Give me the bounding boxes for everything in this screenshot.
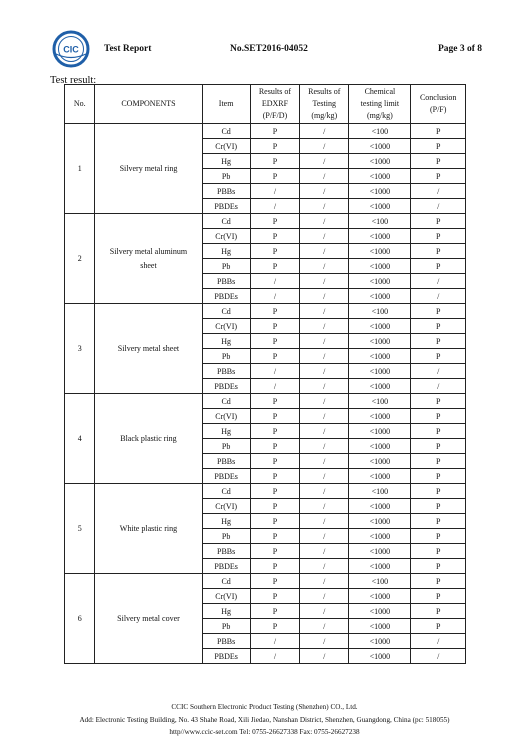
cell-item: Cd (202, 214, 250, 229)
cell-edxrf: P (250, 259, 299, 274)
header-limit-line: (mg/kg) (367, 111, 393, 120)
cell-limit: <100 (349, 574, 411, 589)
component-name-line: Silvery metal aluminum (109, 246, 188, 256)
cell-testing: / (300, 319, 349, 334)
header-edxrf-line: EDXRF (261, 99, 289, 108)
header-limit-line: Chemical (364, 87, 396, 96)
company-logo (52, 30, 90, 68)
cell-limit: <1000 (349, 199, 411, 214)
cell-edxrf: P (250, 514, 299, 529)
table-row (65, 124, 466, 139)
cell-edxrf: P (250, 439, 299, 454)
header-item: Item (202, 85, 250, 124)
footer-contact: http//www.ccic-set.com Tel: 0755-26627338 Fax: 0755-26627238 (169, 728, 360, 736)
cell-conclusion: P (411, 394, 466, 409)
logo-text: CIC (63, 44, 79, 55)
cell-item: Pb (202, 169, 250, 184)
cell-limit: <1000 (349, 274, 411, 289)
cell-testing: / (300, 139, 349, 154)
component-name (95, 214, 202, 304)
header-edxrf-line: (P/F/D) (262, 111, 288, 120)
results-body (65, 124, 466, 664)
cell-testing: / (300, 634, 349, 649)
cell-limit: <1000 (349, 499, 411, 514)
cell-conclusion: P (411, 604, 466, 619)
cell-item: Pb (202, 349, 250, 364)
cell-testing: / (300, 379, 349, 394)
table-header-row (65, 85, 466, 124)
cell-limit: <100 (349, 214, 411, 229)
cell-testing: / (300, 574, 349, 589)
cell-testing: / (300, 589, 349, 604)
cell-edxrf: / (250, 274, 299, 289)
cell-edxrf: P (250, 619, 299, 634)
cell-item: Hg (202, 424, 250, 439)
cell-limit: <1000 (349, 649, 411, 664)
cell-testing: / (300, 199, 349, 214)
cell-limit: <1000 (349, 529, 411, 544)
cell-conclusion: / (411, 199, 466, 214)
cell-conclusion: P (411, 139, 466, 154)
cell-conclusion: P (411, 469, 466, 484)
component-name-line: Silvery metal cover (117, 613, 180, 623)
cell-limit: <1000 (349, 349, 411, 364)
component-name-line: Black plastic ring (120, 433, 177, 443)
cell-conclusion: P (411, 259, 466, 274)
cell-item: PBBs (202, 544, 250, 559)
cell-testing: / (300, 124, 349, 139)
cell-edxrf: P (250, 574, 299, 589)
component-name (95, 304, 202, 394)
cell-testing: / (300, 469, 349, 484)
cell-limit: <1000 (349, 364, 411, 379)
cell-testing: / (300, 154, 349, 169)
component-number: 3 (65, 304, 95, 394)
cell-edxrf: / (250, 199, 299, 214)
cell-conclusion: P (411, 499, 466, 514)
cell-limit: <1000 (349, 424, 411, 439)
cell-item: Cd (202, 574, 250, 589)
cell-conclusion: P (411, 559, 466, 574)
cell-item: Pb (202, 529, 250, 544)
component-name-line: White plastic ring (119, 523, 178, 533)
test-result-label: Test result: (50, 75, 97, 86)
header-limit (349, 85, 411, 124)
cell-testing: / (300, 349, 349, 364)
cell-item: PBDEs (202, 289, 250, 304)
footer-address: Add: Electronic Testing Building, No. 43 Shahe Road, Xili Jiedao, Nanshan District, Shenzhen, Guangdong, China (pc: 518055) (79, 716, 450, 724)
cell-item: PBBs (202, 634, 250, 649)
cell-conclusion: P (411, 454, 466, 469)
footer-company: CCIC Southern Electronic Product Testing (Shenzhen) CO., Ltd. (171, 703, 358, 711)
cell-limit: <1000 (349, 139, 411, 154)
cell-conclusion: / (411, 379, 466, 394)
cell-edxrf: P (250, 139, 299, 154)
cell-limit: <1000 (349, 229, 411, 244)
cell-conclusion: P (411, 169, 466, 184)
cell-limit: <1000 (349, 244, 411, 259)
cell-edxrf: P (250, 499, 299, 514)
cell-limit: <100 (349, 394, 411, 409)
cell-conclusion: P (411, 304, 466, 319)
cell-item: Cr(VI) (202, 229, 250, 244)
cell-edxrf: / (250, 634, 299, 649)
component-name-line: sheet (140, 260, 157, 270)
cell-item: Cr(VI) (202, 409, 250, 424)
header-no: No. (65, 85, 95, 124)
cell-edxrf: P (250, 304, 299, 319)
cell-testing: / (300, 544, 349, 559)
cell-item: Cd (202, 124, 250, 139)
cell-limit: <100 (349, 484, 411, 499)
cell-testing: / (300, 559, 349, 574)
cell-conclusion: P (411, 619, 466, 634)
cell-testing: / (300, 439, 349, 454)
cell-edxrf: / (250, 184, 299, 199)
cell-testing: / (300, 274, 349, 289)
cell-limit: <100 (349, 304, 411, 319)
cell-testing: / (300, 604, 349, 619)
cell-limit: <1000 (349, 514, 411, 529)
cell-conclusion: P (411, 574, 466, 589)
component-name (95, 574, 202, 664)
cell-edxrf: P (250, 244, 299, 259)
cell-conclusion: / (411, 634, 466, 649)
cell-item: PBBs (202, 364, 250, 379)
cell-edxrf: P (250, 559, 299, 574)
cell-limit: <1000 (349, 184, 411, 199)
header-testing-line: (mg/kg) (311, 111, 338, 120)
cell-testing: / (300, 394, 349, 409)
cell-item: Hg (202, 154, 250, 169)
cell-testing: / (300, 244, 349, 259)
cell-testing: / (300, 289, 349, 304)
header-conclusion-line: (P/F) (429, 105, 447, 114)
component-name-line: Silvery metal ring (119, 163, 178, 173)
cell-item: Cd (202, 304, 250, 319)
cell-edxrf: / (250, 289, 299, 304)
cell-item: Hg (202, 334, 250, 349)
cell-edxrf: P (250, 319, 299, 334)
cell-testing: / (300, 619, 349, 634)
cell-limit: <1000 (349, 169, 411, 184)
cell-conclusion: / (411, 184, 466, 199)
table-row (65, 484, 466, 499)
table-row (65, 214, 466, 229)
cell-conclusion: P (411, 484, 466, 499)
header-edxrf (250, 85, 299, 124)
cell-item: Pb (202, 259, 250, 274)
cell-limit: <1000 (349, 154, 411, 169)
cell-conclusion: P (411, 424, 466, 439)
component-number: 5 (65, 484, 95, 574)
cell-limit: <1000 (349, 619, 411, 634)
component-name (95, 394, 202, 484)
header-testing-line: Testing (312, 99, 336, 108)
header-edxrf-line: Results of (258, 87, 292, 96)
cell-testing: / (300, 499, 349, 514)
cell-testing: / (300, 484, 349, 499)
component-number: 1 (65, 124, 95, 214)
report-title: Test Report (104, 44, 152, 54)
component-number: 2 (65, 214, 95, 304)
header-testing-line: Results of (308, 87, 341, 96)
cell-item: PBBs (202, 454, 250, 469)
cell-edxrf: P (250, 154, 299, 169)
cell-item: PBDEs (202, 199, 250, 214)
cell-limit: <1000 (349, 634, 411, 649)
cell-item: PBDEs (202, 649, 250, 664)
table-row (65, 304, 466, 319)
cell-testing: / (300, 259, 349, 274)
cell-testing: / (300, 214, 349, 229)
cell-conclusion: P (411, 214, 466, 229)
cell-limit: <1000 (349, 289, 411, 304)
cell-edxrf: P (250, 229, 299, 244)
page-header (52, 30, 482, 70)
cell-conclusion: P (411, 244, 466, 259)
cell-edxrf: P (250, 394, 299, 409)
cell-item: PBBs (202, 184, 250, 199)
header-testing (300, 85, 349, 124)
cell-limit: <1000 (349, 469, 411, 484)
cell-edxrf: P (250, 169, 299, 184)
table-row (65, 394, 466, 409)
header-components: COMPONENTS (95, 85, 202, 124)
cell-conclusion: P (411, 514, 466, 529)
cell-conclusion: P (411, 544, 466, 559)
cell-limit: <1000 (349, 334, 411, 349)
cell-limit: <100 (349, 124, 411, 139)
cell-item: Pb (202, 619, 250, 634)
cell-testing: / (300, 529, 349, 544)
cell-limit: <1000 (349, 319, 411, 334)
cell-conclusion: P (411, 439, 466, 454)
cell-edxrf: P (250, 589, 299, 604)
cell-item: Hg (202, 604, 250, 619)
cell-conclusion: P (411, 409, 466, 424)
component-name (95, 124, 202, 214)
cell-conclusion: P (411, 154, 466, 169)
cell-conclusion: P (411, 334, 466, 349)
cell-testing: / (300, 454, 349, 469)
component-number: 6 (65, 574, 95, 664)
cell-conclusion: P (411, 319, 466, 334)
cell-testing: / (300, 649, 349, 664)
header-limit-line: testing limit (360, 99, 400, 108)
cell-edxrf: P (250, 469, 299, 484)
cell-edxrf: P (250, 409, 299, 424)
cell-conclusion: / (411, 649, 466, 664)
results-table (64, 84, 466, 664)
component-name-line: Silvery metal sheet (117, 343, 180, 353)
cell-edxrf: P (250, 334, 299, 349)
cell-item: PBDEs (202, 559, 250, 574)
table-row (65, 574, 466, 589)
cell-edxrf: P (250, 214, 299, 229)
cell-conclusion: P (411, 349, 466, 364)
cell-edxrf: P (250, 529, 299, 544)
cell-testing: / (300, 334, 349, 349)
component-name (95, 484, 202, 574)
cell-conclusion: P (411, 229, 466, 244)
cell-limit: <1000 (349, 454, 411, 469)
cell-limit: <1000 (349, 379, 411, 394)
cell-edxrf: P (250, 124, 299, 139)
cell-item: Cr(VI) (202, 139, 250, 154)
cell-conclusion: P (411, 124, 466, 139)
cell-item: PBDEs (202, 379, 250, 394)
cell-edxrf: P (250, 454, 299, 469)
cell-limit: <1000 (349, 409, 411, 424)
cell-item: Cd (202, 484, 250, 499)
cell-item: Cd (202, 394, 250, 409)
cell-testing: / (300, 184, 349, 199)
cell-item: Hg (202, 514, 250, 529)
cell-limit: <1000 (349, 589, 411, 604)
cell-item: Hg (202, 244, 250, 259)
page-number: Page 3 of 8 (437, 44, 482, 54)
cell-limit: <1000 (349, 259, 411, 274)
cell-testing: / (300, 514, 349, 529)
cell-limit: <1000 (349, 604, 411, 619)
header-conclusion-line: Conclusion (419, 93, 457, 102)
cell-edxrf: / (250, 649, 299, 664)
cell-conclusion: / (411, 289, 466, 304)
cell-item: PBBs (202, 274, 250, 289)
cell-item: Pb (202, 439, 250, 454)
cell-item: PBDEs (202, 469, 250, 484)
cell-testing: / (300, 424, 349, 439)
cell-conclusion: / (411, 274, 466, 289)
cell-edxrf: P (250, 544, 299, 559)
cell-edxrf: / (250, 364, 299, 379)
cell-edxrf: / (250, 379, 299, 394)
cell-conclusion: P (411, 529, 466, 544)
cell-testing: / (300, 304, 349, 319)
cell-limit: <1000 (349, 439, 411, 454)
cell-edxrf: P (250, 604, 299, 619)
cell-conclusion: P (411, 589, 466, 604)
cell-testing: / (300, 169, 349, 184)
header-conclusion (411, 85, 466, 124)
cell-item: Cr(VI) (202, 319, 250, 334)
cell-edxrf: P (250, 484, 299, 499)
cell-testing: / (300, 409, 349, 424)
cell-conclusion: / (411, 364, 466, 379)
component-number: 4 (65, 394, 95, 484)
cell-testing: / (300, 364, 349, 379)
cell-item: Cr(VI) (202, 589, 250, 604)
cell-testing: / (300, 229, 349, 244)
report-number: No.SET2016-04052 (230, 44, 308, 54)
cell-limit: <1000 (349, 544, 411, 559)
cell-edxrf: P (250, 349, 299, 364)
cell-edxrf: P (250, 424, 299, 439)
cell-limit: <1000 (349, 559, 411, 574)
cell-item: Cr(VI) (202, 499, 250, 514)
